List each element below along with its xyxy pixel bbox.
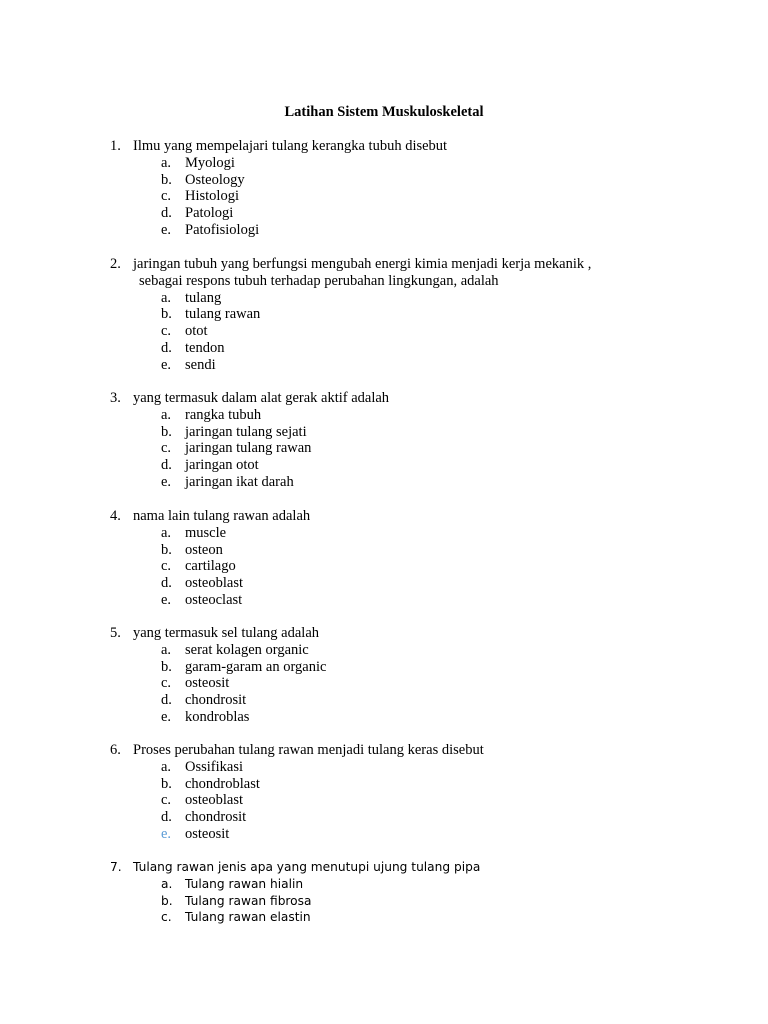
option-d (110, 457, 670, 474)
option-e (110, 826, 670, 843)
option-text: muscle (185, 524, 227, 541)
option-a (110, 290, 670, 307)
question-2 (110, 256, 670, 374)
option-text: Patofisiologi (185, 221, 260, 238)
option-b (110, 776, 670, 793)
option-a (110, 525, 670, 542)
option-letter: a. (161, 406, 172, 423)
option-text: osteosit (185, 825, 230, 842)
option-text: osteosit (185, 675, 230, 692)
option-text: jaringan otot (185, 457, 259, 474)
question-stem (110, 742, 670, 759)
option-letter: b. (161, 893, 173, 908)
option-a (110, 759, 670, 776)
option-text: osteon (185, 541, 223, 558)
option-e (110, 357, 670, 374)
option-letter: c. (161, 440, 172, 457)
option-list (110, 407, 670, 491)
option-text: serat kolagen organic (185, 641, 309, 658)
option-letter: d. (161, 205, 172, 222)
option-text: Patologi (185, 205, 234, 222)
question-text: jaringan tubuh yang berfungsi mengubah energi kimia menjadi kerja mekanik , (133, 256, 592, 272)
question-stem (110, 390, 670, 407)
option-list (110, 876, 670, 926)
question-stem (110, 625, 670, 642)
option-letter: e. (161, 221, 172, 238)
question-stem (110, 256, 670, 273)
option-a (110, 876, 670, 893)
option-letter: e. (161, 591, 172, 608)
option-b (110, 424, 670, 441)
option-text: kondroblas (185, 708, 250, 725)
question-text: Tulang rawan jenis apa yang menutupi ujung tulang pipa (133, 860, 481, 874)
option-text: jaringan tulang sejati (185, 423, 307, 440)
option-letter: e. (161, 708, 172, 725)
question-number: 7. (110, 860, 122, 874)
option-b (110, 306, 670, 323)
option-letter: a. (161, 758, 172, 775)
option-a (110, 155, 670, 172)
question-stem (110, 859, 670, 876)
option-text: Tulang rawan fibrosa (185, 893, 312, 908)
option-b (110, 893, 670, 910)
option-text: tendon (185, 339, 225, 356)
option-text: chondroblast (185, 775, 260, 792)
option-a (110, 642, 670, 659)
question-number: 2. (110, 256, 121, 272)
option-text: Tulang rawan hialin (185, 876, 304, 891)
question-number: 5. (110, 625, 121, 641)
option-d (110, 692, 670, 709)
option-text: Osteology (185, 171, 245, 188)
option-letter: d. (161, 809, 172, 826)
question-stem (110, 138, 670, 155)
option-text: osteoblast (185, 575, 243, 592)
option-d (110, 340, 670, 357)
option-letter: d. (161, 339, 172, 356)
option-d (110, 205, 670, 222)
option-list (110, 155, 670, 239)
option-text: Tulang rawan elastin (185, 910, 311, 925)
option-d (110, 575, 670, 592)
option-text: osteoblast (185, 792, 243, 809)
option-letter: c. (161, 675, 172, 692)
question-number: 6. (110, 742, 121, 758)
option-e (110, 709, 670, 726)
option-c (110, 909, 670, 926)
question-text: yang termasuk sel tulang adalah (133, 625, 320, 641)
option-list (110, 759, 670, 843)
option-a (110, 407, 670, 424)
option-letter: a. (161, 154, 172, 171)
option-letter: b. (161, 775, 172, 792)
option-letter: e. (161, 825, 172, 842)
option-letter: c. (161, 558, 172, 575)
option-b (110, 542, 670, 559)
option-letter: d. (161, 575, 172, 592)
option-text: sendi (185, 356, 216, 373)
option-text: osteoclast (185, 591, 243, 608)
option-text: tulang rawan (185, 306, 261, 323)
option-text: cartilago (185, 558, 236, 575)
question-text: nama lain tulang rawan adalah (133, 508, 311, 524)
option-letter: a. (161, 524, 172, 541)
question-4 (110, 508, 670, 609)
page-title: Latihan Sistem Muskuloskeletal (284, 104, 484, 120)
option-c (110, 792, 670, 809)
question-5 (110, 625, 670, 726)
option-letter: e. (161, 473, 172, 490)
option-letter: c. (161, 910, 172, 925)
option-text: otot (185, 323, 208, 340)
option-e (110, 592, 670, 609)
option-letter: b. (161, 171, 172, 188)
question-number: 1. (110, 138, 121, 154)
option-letter: c. (161, 792, 172, 809)
question-text: sebagai respons tubuh terhadap perubahan lingkungan, adalah (139, 272, 499, 289)
question-7 (110, 859, 670, 926)
option-list (110, 290, 670, 374)
question-text: Ilmu yang mempelajari tulang kerangka tubuh disebut (133, 138, 448, 154)
question-text: yang termasuk dalam alat gerak aktif adalah (133, 390, 390, 406)
option-letter: b. (161, 423, 172, 440)
option-text: garam-garam an organic (185, 658, 327, 675)
option-c (110, 323, 670, 340)
question-number: 3. (110, 390, 121, 406)
question-3 (110, 390, 670, 491)
option-c (110, 558, 670, 575)
option-letter: b. (161, 306, 172, 323)
option-letter: c. (161, 188, 172, 205)
option-text: chondrosit (185, 692, 247, 709)
option-text: Ossifikasi (185, 758, 243, 775)
option-b (110, 659, 670, 676)
option-letter: a. (161, 289, 172, 306)
question-1 (110, 138, 670, 239)
question-text: Proses perubahan tulang rawan menjadi tulang keras disebut (133, 742, 484, 758)
option-list (110, 642, 670, 726)
option-text: chondrosit (185, 809, 247, 826)
question-stem (110, 508, 670, 525)
option-letter: d. (161, 692, 172, 709)
option-letter: a. (161, 876, 173, 891)
option-b (110, 172, 670, 189)
option-c (110, 188, 670, 205)
option-letter: c. (161, 323, 172, 340)
option-text: Histologi (185, 188, 239, 205)
option-e (110, 222, 670, 239)
option-text: Myologi (185, 154, 235, 171)
option-text: jaringan ikat darah (185, 473, 294, 490)
option-c (110, 440, 670, 457)
option-letter: b. (161, 541, 172, 558)
option-letter: e. (161, 356, 172, 373)
option-letter: a. (161, 641, 172, 658)
option-letter: d. (161, 457, 172, 474)
question-6 (110, 742, 670, 843)
question-stem-continued (110, 273, 670, 290)
option-list (110, 525, 670, 609)
option-text: rangka tubuh (185, 406, 262, 423)
option-e (110, 474, 670, 491)
option-d (110, 809, 670, 826)
option-text: tulang (185, 289, 222, 306)
option-letter: b. (161, 658, 172, 675)
option-text: jaringan tulang rawan (185, 440, 312, 457)
question-number: 4. (110, 508, 121, 524)
option-c (110, 675, 670, 692)
